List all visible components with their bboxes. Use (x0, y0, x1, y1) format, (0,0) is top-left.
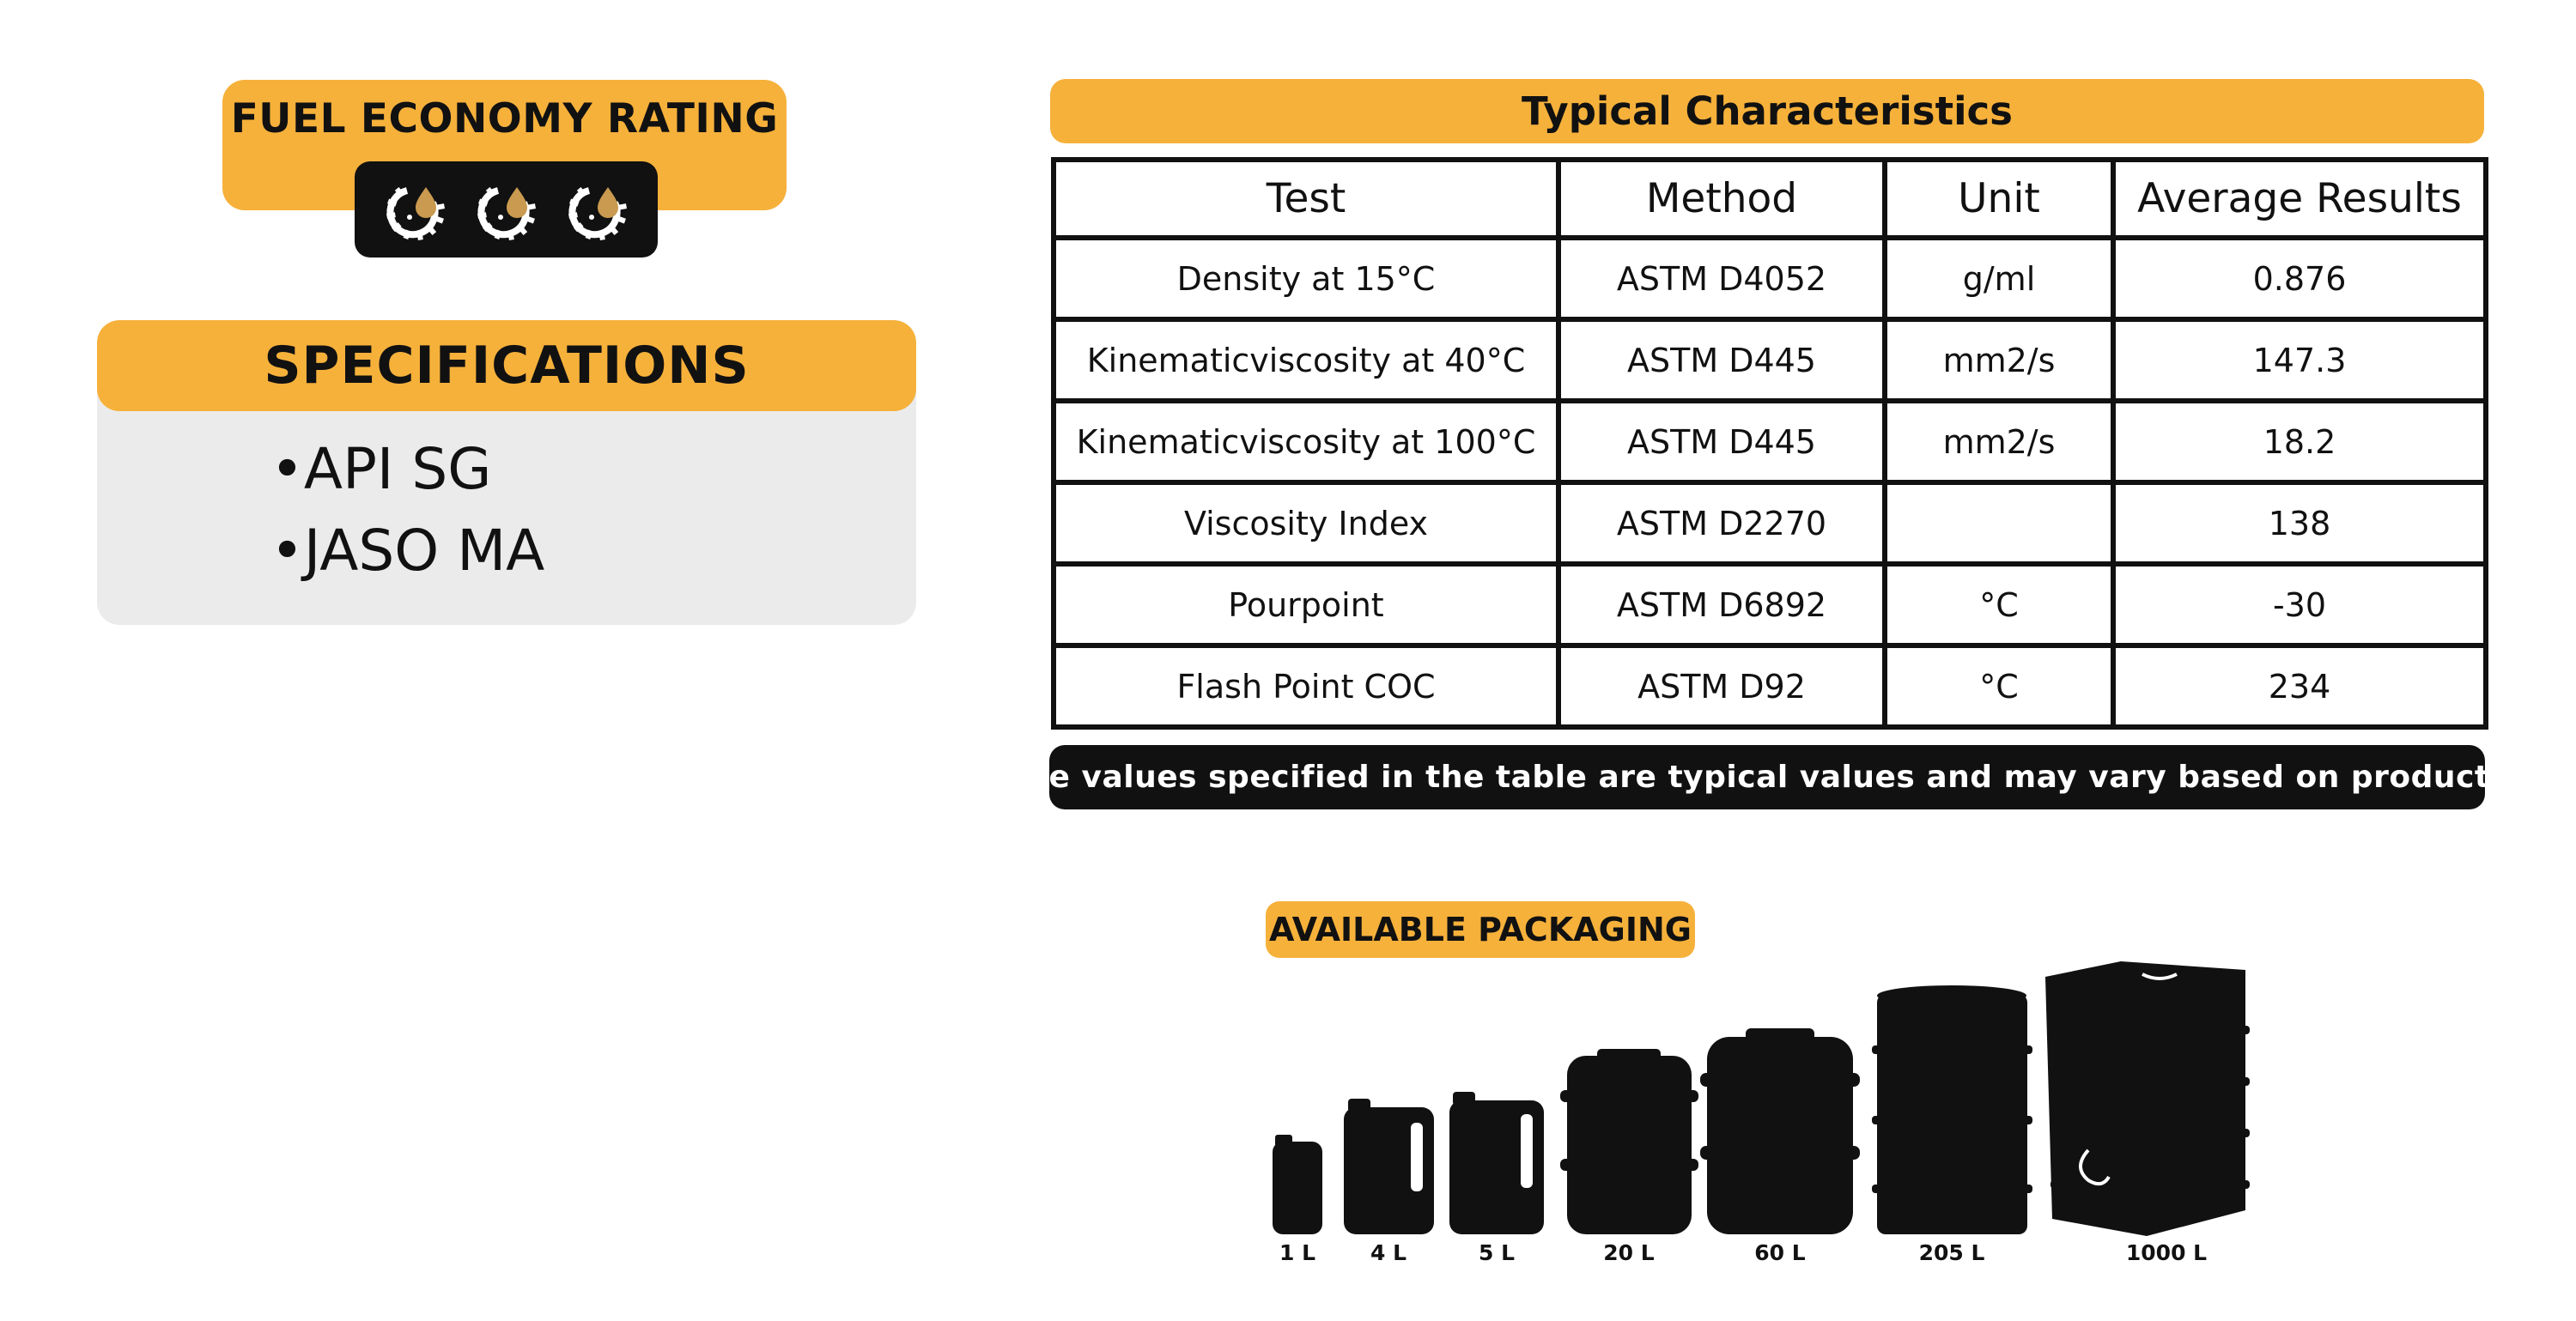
cell-unit (1885, 482, 2113, 564)
drum-20l-icon (1560, 1049, 1698, 1234)
cell-result: -30 (2113, 564, 2486, 645)
cell-unit: mm2/s (1885, 319, 2113, 401)
packaging-size-label: 60 L (1754, 1240, 1806, 1265)
table-header-row (1054, 160, 2486, 238)
drum-60l-icon (1700, 1028, 1860, 1234)
table-row (1054, 319, 2486, 401)
packaging-size-label: 20 L (1603, 1240, 1655, 1265)
gear-drop-icon (563, 175, 632, 244)
column-header-method: Method (1558, 160, 1885, 238)
column-header-unit: Unit (1885, 160, 2113, 238)
fuel-economy-title: FUEL ECONOMY RATING (230, 95, 779, 142)
specifications-title: SPECIFICATIONS (97, 320, 916, 411)
table-row (1054, 401, 2486, 482)
cell-unit: g/ml (1885, 238, 2113, 319)
gear-drop-icon (472, 175, 541, 244)
cell-method: ASTM D445 (1558, 319, 1885, 401)
packaging-size-label: 205 L (1918, 1240, 1985, 1265)
barrel-205l-icon (1872, 985, 2032, 1234)
fuel-rating-badge (355, 161, 658, 258)
ibc-1000l-icon (2045, 961, 2250, 1236)
cell-test: Viscosity Index (1054, 482, 1558, 564)
gear-drop-icon (381, 175, 450, 244)
cell-method: ASTM D445 (1558, 401, 1885, 482)
cell-method: ASTM D4052 (1558, 238, 1885, 319)
bottle-1l-icon (1273, 1135, 1322, 1234)
spec-item: •API SG (270, 436, 492, 502)
cell-test: Pourpoint (1054, 564, 1558, 645)
packaging-size-label: 1000 L (2125, 1240, 2208, 1265)
spec-item: •JASO MA (270, 518, 545, 584)
table-row (1054, 482, 2486, 564)
table-row (1054, 564, 2486, 645)
can-4l-icon (1344, 1099, 1434, 1234)
cell-test: Density at 15°C (1054, 238, 1558, 319)
cell-result: 0.876 (2113, 238, 2486, 319)
cell-method: ASTM D6892 (1558, 564, 1885, 645)
cell-result: 18.2 (2113, 401, 2486, 482)
cell-method: ASTM D2270 (1558, 482, 1885, 564)
characteristics-table (1051, 157, 2488, 730)
column-header-average-results: Average Results (2113, 160, 2486, 238)
cell-unit: °C (1885, 645, 2113, 727)
cell-result: 234 (2113, 645, 2486, 727)
cell-test: Flash Point COC (1054, 645, 1558, 727)
characteristics-title: Typical Characteristics (1050, 79, 2484, 143)
characteristics-note: * The values specified in the table are typical values and may vary based on production. (1049, 745, 2485, 809)
packaging-title: AVAILABLE PACKAGING (1266, 901, 1695, 958)
can-5l-icon (1449, 1092, 1544, 1234)
table-row (1054, 645, 2486, 727)
cell-result: 138 (2113, 482, 2486, 564)
cell-test: Kinematicviscosity at 40°C (1054, 319, 1558, 401)
cell-unit: mm2/s (1885, 401, 2113, 482)
cell-unit: °C (1885, 564, 2113, 645)
table-row (1054, 238, 2486, 319)
packaging-size-label: 1 L (1279, 1240, 1316, 1265)
packaging-size-label: 5 L (1478, 1240, 1516, 1265)
column-header-test: Test (1054, 160, 1558, 238)
packaging-illustrations (1254, 944, 2301, 1253)
packaging-size-label: 4 L (1370, 1240, 1407, 1265)
cell-result: 147.3 (2113, 319, 2486, 401)
cell-test: Kinematicviscosity at 100°C (1054, 401, 1558, 482)
cell-method: ASTM D92 (1558, 645, 1885, 727)
